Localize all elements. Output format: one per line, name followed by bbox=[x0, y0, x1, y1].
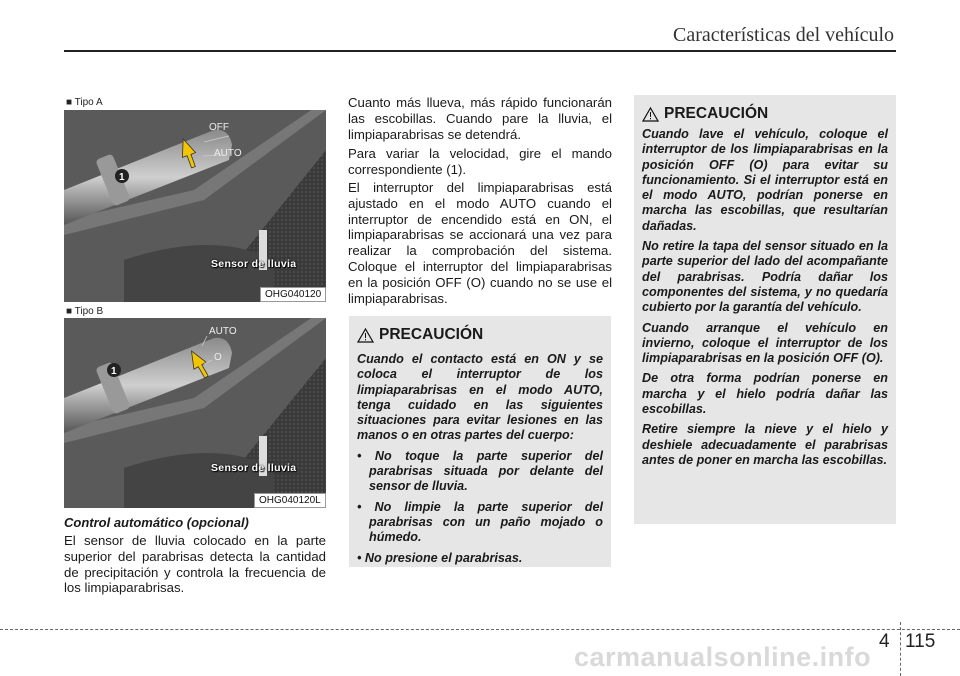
caution-title-middle: PRECAUCIÓN bbox=[379, 326, 484, 343]
middle-paragraph-2: Para variar la velocidad, gire el mando correspondiente (1). bbox=[348, 146, 612, 177]
wiper-lever-illustration-b bbox=[64, 318, 326, 508]
caution-bullet: • No toque la parte superior del parabrisas situada por delante del sensor de lluvia. bbox=[357, 448, 603, 494]
middle-paragraph-3: El interruptor del limpiaparabrisas está ajustado en el modo AUTO cuando el interruptor de encendido está en ON, el limpiaparabrisas se accionará una vez para realizar la comprobación del sistema. Coloque el interruptor del limpiaparabrisas en la posición OFF (O) cuando no se use el limpiaparabrisas. bbox=[348, 180, 612, 306]
caution-paragraph: De otra forma podrían ponerse en marcha y el hielo podría dañar las escobillas. bbox=[642, 371, 888, 417]
left-paragraph: El sensor de lluvia colocado en la parte superior del parabrisas detecta la cantidad de precipitación y controla la frecuencia de los limpiaparabrisas. bbox=[64, 533, 326, 596]
caution-title-right: PRECAUCIÓN bbox=[664, 105, 769, 122]
figure-b-sensor-label: Sensor de lluvia bbox=[211, 462, 297, 474]
warning-icon bbox=[357, 328, 374, 343]
caution-paragraph: No retire la tapa del sensor situado en la parte superior del lado del acompañante del parabrisas. Podría dañar los componentes del sistema, y no quedaría cubierto por la garantía del vehículo. bbox=[642, 239, 888, 315]
caution-paragraph: Cuando lave el vehículo, coloque el interruptor de los limpiaparabrisas en la posición OFF (O) para evitar su funcionamiento. Si el interruptor está en el modo AUTO, podrían ponerse en marcha las escobillas, que resultarían dañadas. bbox=[642, 127, 888, 233]
warning-icon bbox=[642, 107, 659, 122]
caution-intro-middle: Cuando el contacto está en ON y se coloca el interruptor de los limpiaparabrisas en el modo AUTO, tenga cuidado en las siguientes situaciones para evitar lesiones en las manos o en otras partes del cuerpo: bbox=[357, 352, 603, 443]
figure-a-pos-auto: AUTO bbox=[214, 148, 242, 159]
caution-box-right bbox=[634, 95, 896, 524]
figure-b-code: OHG040120L bbox=[254, 493, 326, 508]
caution-heading-right bbox=[642, 105, 888, 123]
figure-b bbox=[64, 318, 326, 508]
section-title: Características del vehículo bbox=[672, 24, 894, 46]
footer-rule bbox=[0, 629, 960, 630]
figure-b-label: ■ Tipo B bbox=[66, 306, 104, 317]
header-rule bbox=[64, 50, 896, 52]
figure-a-sensor-label: Sensor de lluvia bbox=[211, 258, 297, 270]
figure-a bbox=[64, 110, 326, 302]
marker-1-b: 1 bbox=[111, 366, 117, 377]
marker-1-a: 1 bbox=[119, 172, 125, 183]
figure-b-pos-auto: AUTO bbox=[209, 326, 237, 337]
caution-bullet: • No presione el parabrisas. bbox=[357, 550, 523, 565]
watermark-logo: carmanualsonline.info bbox=[574, 642, 872, 672]
caution-paragraph: Retire siempre la nieve y el hielo y deshiele adecuadamente el parabrisas antes de poner en marcha las escobillas. bbox=[642, 422, 888, 467]
figure-a-label: ■ Tipo A bbox=[66, 97, 103, 108]
chapter-number: 4 bbox=[879, 631, 890, 652]
section-subheading: Control automático (opcional) bbox=[64, 515, 249, 530]
caution-paragraph: Cuando arranque el vehículo en invierno, coloque el interruptor de los limpiaparabrisas en la posición OFF (O). bbox=[642, 320, 888, 366]
page-number: 115 bbox=[905, 631, 936, 652]
figure-a-pos-off: OFF bbox=[209, 122, 229, 133]
figure-a-code: OHG040120 bbox=[260, 287, 326, 302]
footer-divider bbox=[900, 622, 901, 676]
wiper-lever-illustration-a bbox=[64, 110, 326, 302]
caution-bullet: • No limpie la parte superior del parabrisas con un paño mojado o húmedo. bbox=[357, 499, 603, 545]
figure-b-pos-o: O bbox=[214, 352, 222, 363]
caution-bullets-middle bbox=[357, 449, 603, 566]
caution-heading-middle bbox=[357, 326, 603, 344]
middle-paragraph-1: Cuanto más llueva, más rápido funcionarán las escobillas. Cuando pare la lluvia, el limpiaparabrisas se detendrá. bbox=[348, 95, 612, 142]
caution-box-middle bbox=[349, 316, 611, 567]
